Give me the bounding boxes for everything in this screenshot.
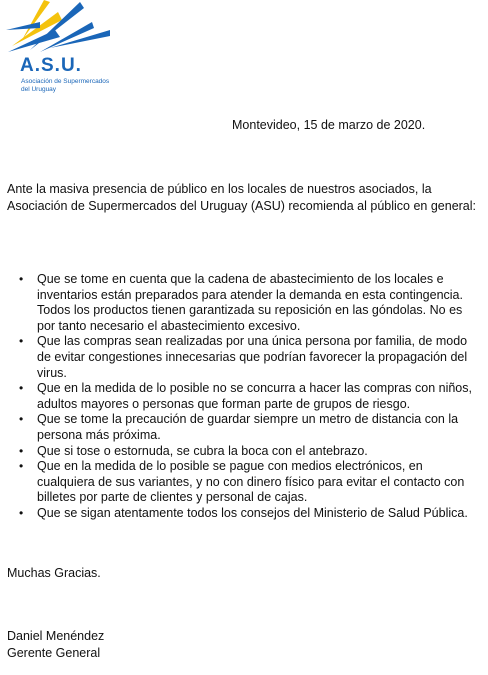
recommendation-item	[7, 506, 481, 522]
recommendation-text: Que las compras sean realizadas por una única persona por familia, de modo de evitar congestiones innecesarias que podrían favorecer la propagación del virus.	[37, 334, 468, 380]
recommendation-item	[7, 412, 481, 443]
logo-mark-text: A.S.U.	[20, 55, 82, 76]
recommendation-text: Que se tome en cuenta que la cadena de abastecimiento de los locales e inventarios están preparados para atender la demanda en esta contingencia. Todos los productos tienen garantizada su reposición en las góndolas. No es por tanto necesario el abastecimiento excesivo.	[37, 272, 463, 333]
bullet-icon: •	[19, 412, 24, 427]
recommendation-item	[7, 334, 481, 381]
recommendations-list	[7, 272, 481, 522]
logo-organization-name	[21, 78, 131, 94]
recommendation-item	[7, 459, 481, 506]
bullet-icon: •	[19, 381, 24, 396]
bullet-icon: •	[19, 505, 24, 520]
bullet-icon: •	[19, 334, 24, 349]
bullet-icon: •	[19, 459, 24, 474]
starburst-logo-icon	[0, 0, 130, 60]
letter-intro-paragraph: Ante la masiva presencia de público en los locales de nuestros asociados, la Asociación de Supermercados del Uruguay (ASU) recomienda al público en general:	[7, 182, 477, 213]
recommendation-item	[7, 272, 481, 334]
closing-text: Muchas Gracias.	[7, 566, 101, 580]
recommendation-text: Que se tome la precaución de guardar siempre un metro de distancia con la persona más próxima.	[37, 412, 459, 442]
recommendation-text: Que en la medida de lo posible no se concurra a hacer las compras con niños, adultos mayores o personas que forman parte de grupos de riesgo.	[37, 381, 472, 411]
recommendation-text: Que se sigan atentamente todos los consejos del Ministerio de Salud Pública.	[37, 505, 468, 520]
signer-title: Gerente General	[7, 646, 101, 660]
bullet-icon: •	[19, 272, 24, 286]
recommendation-text: Que en la medida de lo posible se pague con medios electrónicos, en cualquiera de sus variantes, y no con dinero físico para evitar el contacto con billetes por parte de clientes y personal de cajas.	[37, 459, 465, 505]
letter-date: Montevideo, 15 de marzo de 2020.	[232, 118, 426, 132]
recommendation-item	[7, 444, 481, 460]
signer-name: Daniel Menéndez	[7, 629, 105, 643]
signature-block	[7, 628, 104, 662]
recommendation-text: Que si tose o estornuda, se cubra la boca con el antebrazo.	[37, 443, 368, 458]
recommendation-item	[7, 381, 481, 412]
logo-name-line2: del Uruguay	[21, 86, 57, 93]
logo-name-line1: Asociación de Supermercados	[21, 78, 110, 85]
asu-logo	[0, 0, 130, 100]
bullet-icon: •	[19, 443, 24, 458]
